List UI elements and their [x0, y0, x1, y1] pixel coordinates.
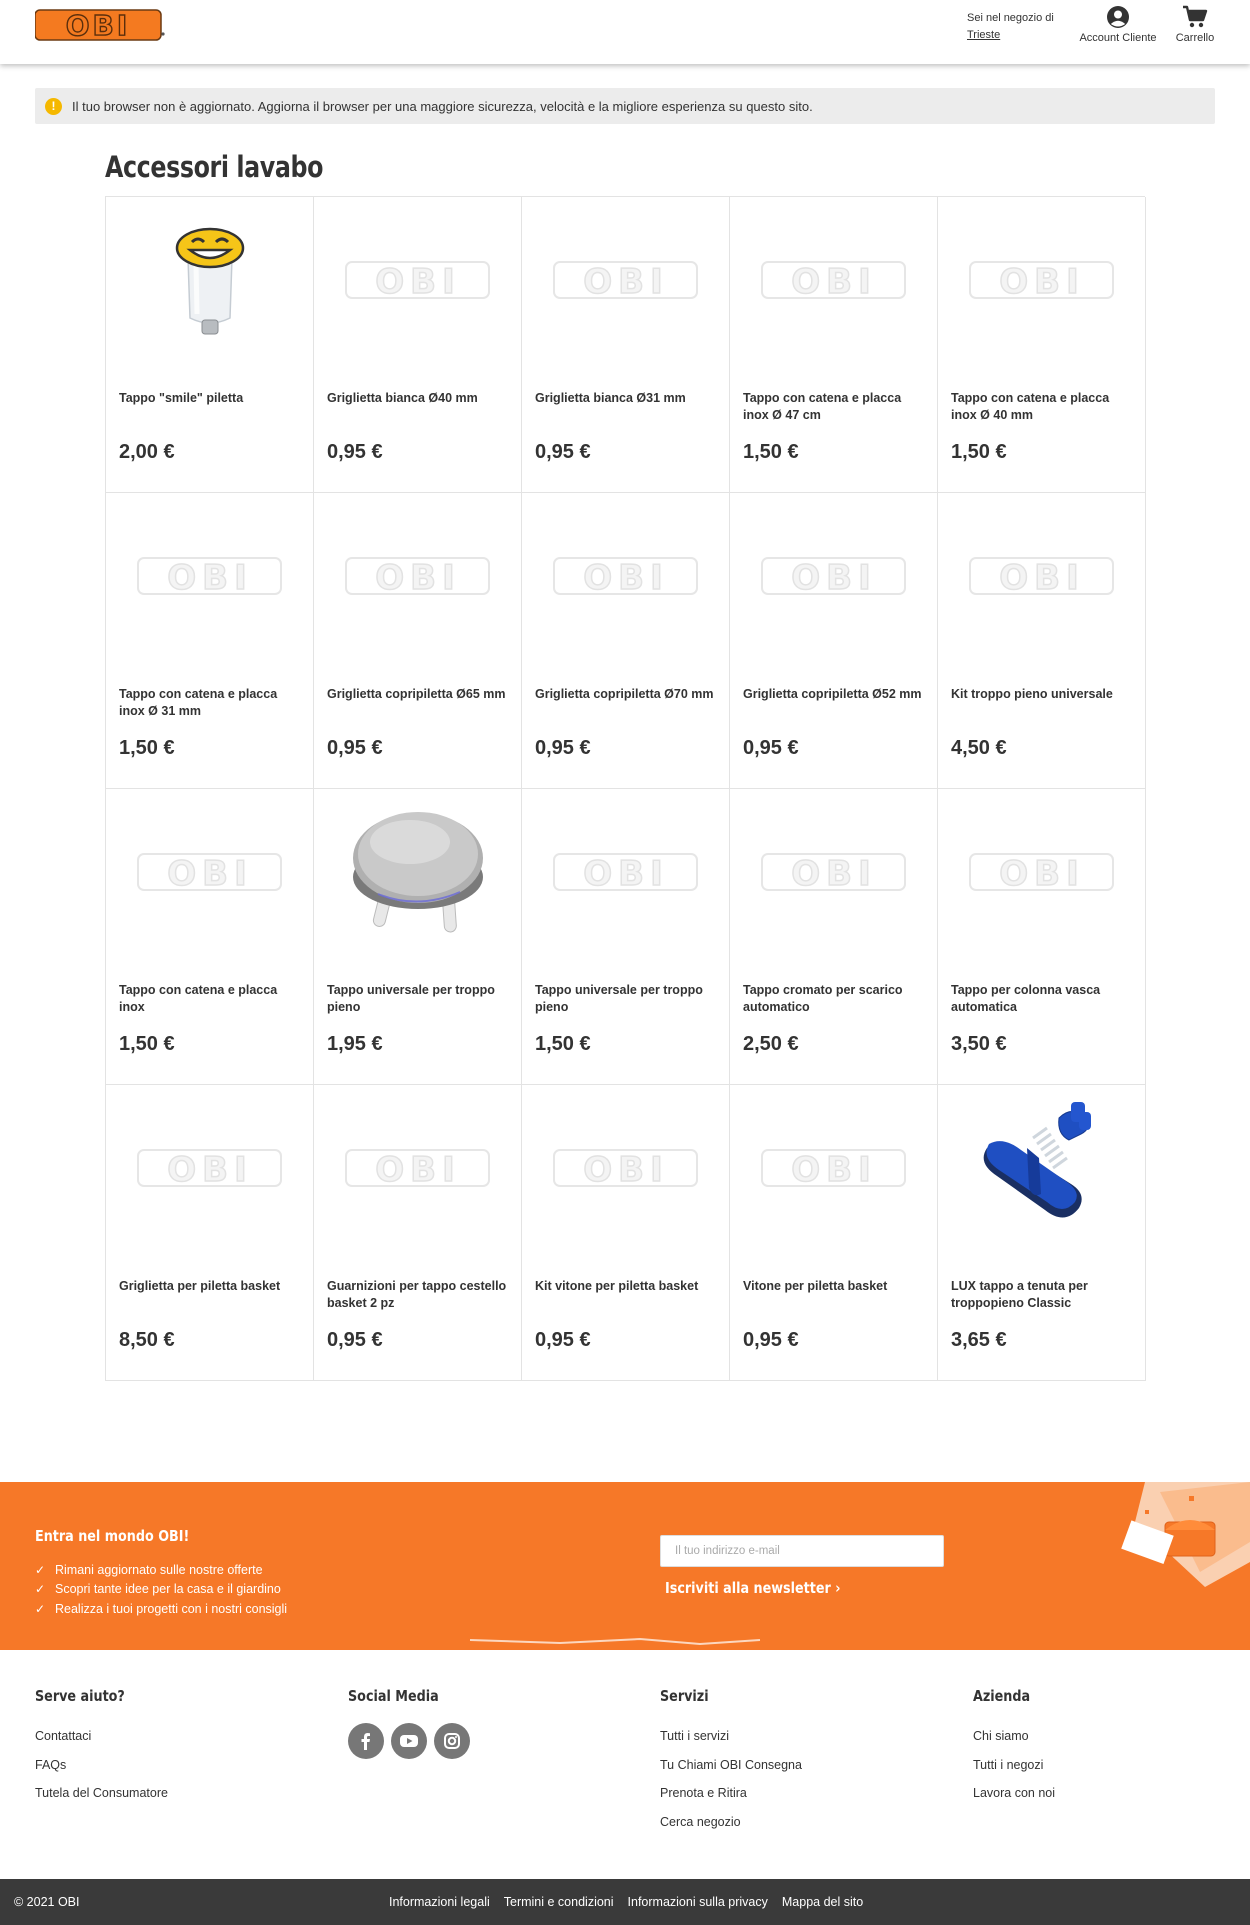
link-privacy[interactable]: Informazioni sulla privacy — [627, 1895, 768, 1909]
product-price: 1,50 € — [119, 737, 175, 759]
product-price: 0,95 € — [535, 441, 591, 463]
svg-text:OBI: OBI — [791, 1149, 877, 1188]
footer-company-title: Azienda — [973, 1687, 1031, 1705]
product-card[interactable] — [730, 493, 938, 789]
check-icon: ✓ — [35, 1582, 46, 1597]
product-name[interactable]: Griglietta per piletta basket — [119, 1279, 281, 1293]
product-image[interactable] — [106, 799, 314, 944]
product-name[interactable]: Tappo universale per troppo pieno — [535, 983, 703, 1014]
product-card[interactable] — [522, 493, 730, 789]
obi-placeholder-image — [969, 260, 1115, 300]
obi-placeholder-image — [553, 556, 699, 596]
product-price: 0,95 € — [535, 1329, 591, 1351]
obi-placeholder-image — [345, 260, 491, 300]
product-price: 3,65 € — [951, 1329, 1007, 1351]
svg-text:OBI: OBI — [583, 1149, 669, 1188]
svg-text:OBI: OBI — [999, 261, 1085, 300]
cart-label: Carrello — [1175, 32, 1215, 44]
torn-edge-divider — [0, 1634, 1250, 1664]
blue-overflow-plug-image — [967, 1098, 1117, 1238]
obi-placeholder-image — [553, 260, 699, 300]
product-name[interactable]: Tappo con catena e placca inox — [119, 983, 278, 1014]
product-image[interactable] — [938, 503, 1146, 648]
product-card[interactable] — [314, 493, 522, 789]
product-image[interactable] — [938, 1095, 1146, 1240]
product-card[interactable] — [106, 197, 314, 493]
svg-text:OBI: OBI — [375, 261, 461, 300]
product-image[interactable] — [938, 207, 1146, 352]
product-card[interactable] — [730, 1085, 938, 1381]
svg-text:OBI: OBI — [167, 557, 253, 596]
product-card[interactable] — [938, 789, 1146, 1085]
obi-placeholder-image — [761, 556, 907, 596]
product-card[interactable] — [106, 493, 314, 789]
product-price: 3,50 € — [951, 1033, 1007, 1055]
alert-text: Il tuo browser non è aggiornato. Aggiorna il browser per una maggiore sicurezza, velocità e la migliore esperienza su questo sito. — [72, 98, 813, 114]
newsletter-benefits — [35, 1560, 287, 1619]
check-icon: ✓ — [35, 1562, 46, 1577]
facebook-icon[interactable] — [348, 1723, 384, 1759]
product-name[interactable]: Tappo con catena e placca inox Ø 47 cm — [743, 391, 902, 422]
product-price: 8,50 € — [119, 1329, 175, 1351]
product-image[interactable] — [314, 503, 522, 648]
svg-text:OBI: OBI — [167, 853, 253, 892]
newsletter-subscribe-button[interactable]: Iscriviti alla newsletter › — [665, 1579, 841, 1597]
product-grid — [105, 196, 1145, 1381]
product-name[interactable]: Kit vitone per piletta basket — [535, 1279, 699, 1293]
product-price: 1,50 € — [535, 1033, 591, 1055]
footer-link-contattaci[interactable]: Contattaci — [35, 1729, 92, 1743]
product-name[interactable]: Tappo con catena e placca inox Ø 31 mm — [119, 687, 278, 718]
newsletter-email-input[interactable] — [660, 1535, 944, 1567]
product-card[interactable] — [730, 789, 938, 1085]
link-mappa-sito[interactable]: Mappa del sito — [781, 1895, 864, 1909]
svg-text:OBI: OBI — [167, 1149, 253, 1188]
product-name[interactable]: Griglietta bianca Ø31 mm — [535, 391, 686, 405]
obi-placeholder-image — [553, 1148, 699, 1188]
chrome-cap-image — [348, 802, 488, 942]
warning-icon: ! — [45, 98, 62, 115]
product-card[interactable] — [106, 1085, 314, 1381]
footer-social-column — [348, 1687, 470, 1759]
account-button[interactable] — [1078, 5, 1158, 44]
footer-link-chi-siamo[interactable]: Chi siamo — [973, 1729, 1029, 1743]
footer-social-title: Social Media — [348, 1687, 439, 1705]
product-card[interactable] — [314, 1085, 522, 1381]
copyright: © 2021 OBI — [14, 1895, 80, 1909]
obi-placeholder-image — [137, 1148, 283, 1188]
footer-help-title: Serve aiuto? — [35, 1687, 125, 1705]
product-card[interactable] — [106, 789, 314, 1085]
footer-services-column — [660, 1687, 802, 1843]
benefit-item: ✓ Realizza i tuoi progetti con i nostri consigli — [35, 1601, 288, 1616]
browser-outdated-alert — [35, 88, 1215, 124]
footer-link-tutela[interactable]: Tutela del Consumatore — [35, 1786, 168, 1800]
footer-link-tutti-servizi[interactable]: Tutti i servizi — [660, 1729, 729, 1743]
footer-link-consegna[interactable]: Tu Chiami OBI Consegna — [660, 1757, 802, 1772]
product-price: 0,95 € — [327, 737, 383, 759]
svg-text:OBI: OBI — [999, 853, 1085, 892]
chevron-right-icon: › — [835, 1579, 841, 1597]
product-image[interactable] — [730, 1095, 938, 1240]
svg-text:OBI: OBI — [583, 557, 669, 596]
svg-text:OBI: OBI — [791, 261, 877, 300]
product-image[interactable] — [522, 503, 730, 648]
svg-text:OBI: OBI — [791, 853, 877, 892]
obi-placeholder-image — [761, 852, 907, 892]
footer-link-cerca-negozio[interactable]: Cerca negozio — [660, 1814, 741, 1829]
youtube-icon[interactable] — [391, 1723, 427, 1759]
cart-icon — [1182, 5, 1208, 29]
benefit-item: ✓ Scopri tante idee per la casa e il giardino — [35, 1582, 281, 1597]
footer-link-prenota-ritira[interactable]: Prenota e Ritira — [660, 1786, 747, 1800]
product-name[interactable]: Tappo universale per troppo pieno — [327, 983, 495, 1014]
svg-text:OBI: OBI — [375, 1149, 461, 1188]
link-informazioni-legali[interactable]: Informazioni legali — [389, 1895, 490, 1909]
product-card[interactable] — [938, 197, 1146, 493]
product-price: 1,95 € — [327, 1033, 383, 1055]
obi-placeholder-image — [761, 260, 907, 300]
obi-placeholder-image — [345, 1148, 491, 1188]
check-icon: ✓ — [35, 1601, 46, 1616]
smiley-plug-image — [170, 220, 250, 340]
benefit-item: ✓ Rimani aggiornato sulle nostre offerte — [35, 1562, 263, 1577]
obi-logo[interactable] — [35, 8, 165, 42]
footer-link-faqs[interactable]: FAQs — [35, 1757, 67, 1772]
product-name[interactable]: Griglietta copripiletta Ø70 mm — [535, 687, 714, 701]
product-card[interactable] — [938, 1085, 1146, 1381]
product-image[interactable] — [730, 799, 938, 944]
obi-placeholder-image — [137, 556, 283, 596]
footer-company-column — [973, 1687, 1055, 1815]
page-title: Accessori lavabo — [105, 150, 324, 184]
product-name[interactable]: Guarnizioni per tappo cestello basket 2 pz — [327, 1279, 507, 1310]
link-termini-condizioni[interactable]: Termini e condizioni — [503, 1895, 614, 1909]
product-name[interactable]: Griglietta copripiletta Ø52 mm — [743, 687, 922, 701]
product-card[interactable] — [314, 789, 522, 1085]
product-price: 0,95 € — [743, 737, 799, 759]
product-card[interactable] — [522, 197, 730, 493]
obi-placeholder-image — [345, 556, 491, 596]
product-name[interactable]: Griglietta bianca Ø40 mm — [327, 391, 478, 405]
store-label: Sei nel negozio di — [967, 12, 1054, 24]
product-card[interactable] — [522, 1085, 730, 1381]
product-price: 0,95 € — [743, 1329, 799, 1351]
footer-services-title: Servizi — [660, 1687, 709, 1705]
product-name[interactable]: Kit troppo pieno universale — [951, 687, 1113, 701]
footer-link-tutti-negozi[interactable]: Tutti i negozi — [973, 1757, 1044, 1772]
product-name[interactable]: Tappo per colonna vasca automatica — [951, 983, 1101, 1014]
product-image[interactable] — [106, 503, 314, 648]
product-name[interactable]: Griglietta copripiletta Ø65 mm — [327, 687, 506, 701]
svg-text:OBI: OBI — [583, 853, 669, 892]
product-card[interactable] — [314, 197, 522, 493]
svg-text:OBI: OBI — [375, 557, 461, 596]
product-price: 2,50 € — [743, 1033, 799, 1055]
obi-placeholder-image — [761, 1148, 907, 1188]
bottom-bar — [0, 1879, 1250, 1925]
product-price: 0,95 € — [327, 1329, 383, 1351]
product-name[interactable]: Tappo con catena e placca inox Ø 40 mm — [951, 391, 1110, 422]
product-price: 2,00 € — [119, 441, 175, 463]
product-name[interactable]: Tappo "smile" piletta — [119, 391, 244, 405]
product-image[interactable] — [106, 1095, 314, 1240]
product-image[interactable] — [106, 207, 314, 352]
product-price: 1,50 € — [119, 1033, 175, 1055]
product-image[interactable] — [314, 799, 522, 944]
account-label: Account Cliente — [1079, 32, 1157, 44]
product-card[interactable] — [938, 493, 1146, 789]
product-name[interactable]: LUX tappo a tenuta per troppopieno Classic — [951, 1279, 1088, 1310]
svg-text:OBI: OBI — [999, 557, 1085, 596]
account-icon — [1106, 5, 1130, 29]
product-price: 0,95 € — [327, 441, 383, 463]
newsletter-title: Entra nel mondo OBI! — [35, 1527, 190, 1545]
svg-text:OBI: OBI — [583, 261, 669, 300]
cart-button[interactable] — [1170, 5, 1220, 44]
product-name[interactable]: Vitone per piletta basket — [743, 1279, 888, 1293]
product-image[interactable] — [522, 207, 730, 352]
footer-link-lavora[interactable]: Lavora con noi — [973, 1786, 1056, 1800]
obi-placeholder-image — [553, 852, 699, 892]
obi-placeholder-image — [969, 556, 1115, 596]
obi-placeholder-image — [969, 852, 1115, 892]
product-card[interactable] — [730, 197, 938, 493]
product-image[interactable] — [314, 207, 522, 352]
product-image[interactable] — [314, 1095, 522, 1240]
product-image[interactable] — [730, 207, 938, 352]
product-card[interactable] — [522, 789, 730, 1085]
obi-placeholder-image — [137, 852, 283, 892]
product-price: 1,50 € — [743, 441, 799, 463]
product-image[interactable] — [522, 799, 730, 944]
legal-links — [389, 1895, 863, 1909]
logo-text: OBI — [65, 9, 131, 42]
product-price: 0,95 € — [535, 737, 591, 759]
product-image[interactable] — [938, 799, 1146, 944]
store-city-link[interactable]: Trieste — [967, 29, 1001, 41]
site-header — [0, 0, 1250, 64]
footer-help-column — [35, 1687, 168, 1815]
product-image[interactable] — [730, 503, 938, 648]
product-price: 4,50 € — [951, 737, 1007, 759]
product-price: 1,50 € — [951, 441, 1007, 463]
instagram-icon[interactable] — [434, 1723, 470, 1759]
product-name[interactable]: Tappo cromato per scarico automatico — [743, 983, 903, 1014]
svg-text:OBI: OBI — [791, 557, 877, 596]
newsletter-section — [0, 1482, 1250, 1650]
newsletter-mailbox-illustration — [1105, 1482, 1250, 1592]
store-selector[interactable] — [967, 10, 1054, 44]
product-image[interactable] — [522, 1095, 730, 1240]
